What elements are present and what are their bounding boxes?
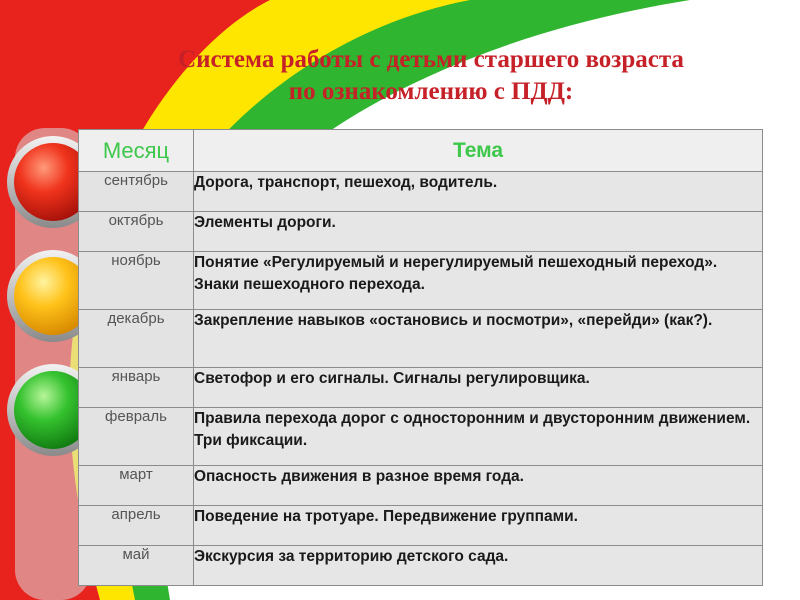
month-cell: декабрь — [79, 310, 194, 368]
topic-cell: Понятие «Регулируемый и нерегулируемый пешеходный переход». Знаки пешеходного перехода. — [194, 252, 763, 310]
topic-cell: Закрепление навыков «остановись и посмотри», «перейди» (как?). — [194, 310, 763, 368]
month-cell: ноябрь — [79, 252, 194, 310]
topic-cell: Правила перехода дорог с односторонним и двусторонним движением. Три фиксации. — [194, 408, 763, 466]
topic-column-header: Тема — [194, 130, 763, 172]
topic-cell: Элементы дороги. — [194, 212, 763, 252]
table-row — [79, 172, 763, 212]
topic-cell: Экскурсия за территорию детского сада. — [194, 546, 763, 586]
month-cell: февраль — [79, 408, 194, 466]
month-cell: январь — [79, 368, 194, 408]
month-cell: сентябрь — [79, 172, 194, 212]
month-column-header: Месяц — [79, 130, 194, 172]
table-row — [79, 212, 763, 252]
table-header-row — [79, 130, 763, 172]
month-cell: март — [79, 466, 194, 506]
topic-cell: Светофор и его сигналы. Сигналы регулировщика. — [194, 368, 763, 408]
table-row — [79, 310, 763, 368]
table-row — [79, 506, 763, 546]
topic-cell: Опасность движения в разное время года. — [194, 466, 763, 506]
topic-cell: Дорога, транспорт, пешеход, водитель. — [194, 172, 763, 212]
topic-cell: Поведение на тротуаре. Передвижение группами. — [194, 506, 763, 546]
month-cell: октябрь — [79, 212, 194, 252]
page-title — [86, 44, 776, 108]
month-cell: май — [79, 546, 194, 586]
table-row — [79, 466, 763, 506]
title-line-2: по ознакомлению с ПДД: — [288, 78, 574, 105]
table-row — [79, 408, 763, 466]
month-cell: апрель — [79, 506, 194, 546]
schedule-table — [78, 129, 763, 586]
table-row — [79, 252, 763, 310]
table-row — [79, 368, 763, 408]
table-row — [79, 546, 763, 586]
title-line-1: Система работы с детьми старшего возраста — [178, 46, 684, 73]
